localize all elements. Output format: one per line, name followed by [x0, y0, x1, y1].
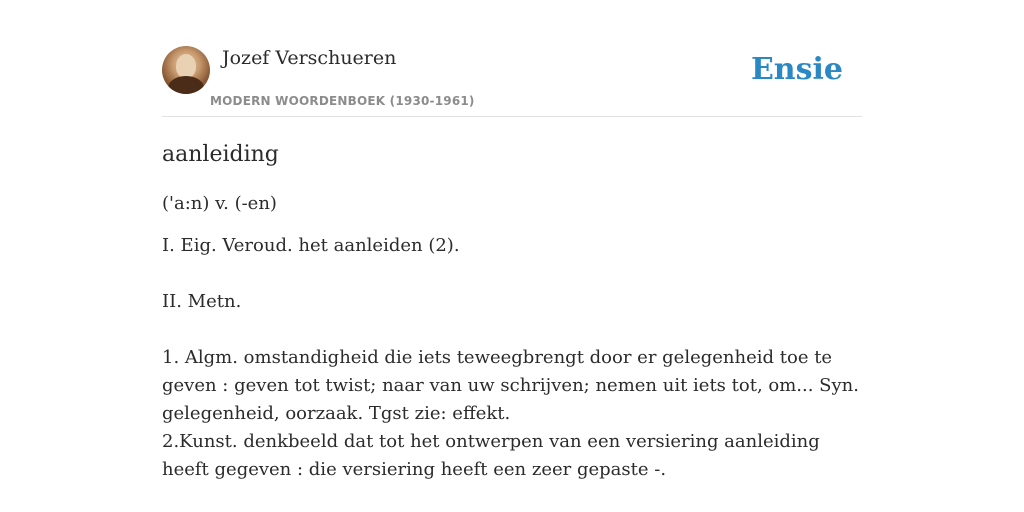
source-label[interactable]: MODERN WOORDENBOEK (1930-1961)	[210, 94, 475, 108]
definition-spacer	[162, 316, 862, 344]
definition-line: 2.Kunst. denkbeeld dat tot het ontwerpen van een versiering aanleiding heeft gegeven : die versiering heeft een zeer gepaste -.	[162, 431, 820, 480]
header	[162, 44, 862, 117]
entry-content	[162, 138, 862, 484]
entry-pronunciation: ('a:n) v. (-en)	[162, 193, 277, 214]
definition-spacer	[162, 260, 862, 288]
definition-line: 1. Algm. omstandigheid die iets teweegbrengt door er gelegenheid toe te geven : geven tot twist; naar van uw schrijven; nemen uit iets tot, om... Syn. gelegenheid, oorzaak. Tgst zie: effekt.	[162, 347, 859, 424]
avatar-body	[168, 76, 204, 94]
definition-line: I. Eig. Veroud. het aanleiden (2).	[162, 235, 460, 256]
author-avatar[interactable]	[162, 46, 210, 94]
entry-term: aanleiding	[162, 142, 279, 167]
author-name[interactable]: Jozef Verschueren	[222, 47, 397, 69]
ensie-logo[interactable]: Ensie	[750, 52, 843, 87]
definition-line: II. Metn.	[162, 291, 242, 312]
avatar-face	[176, 54, 196, 78]
entry-definition	[162, 232, 862, 484]
